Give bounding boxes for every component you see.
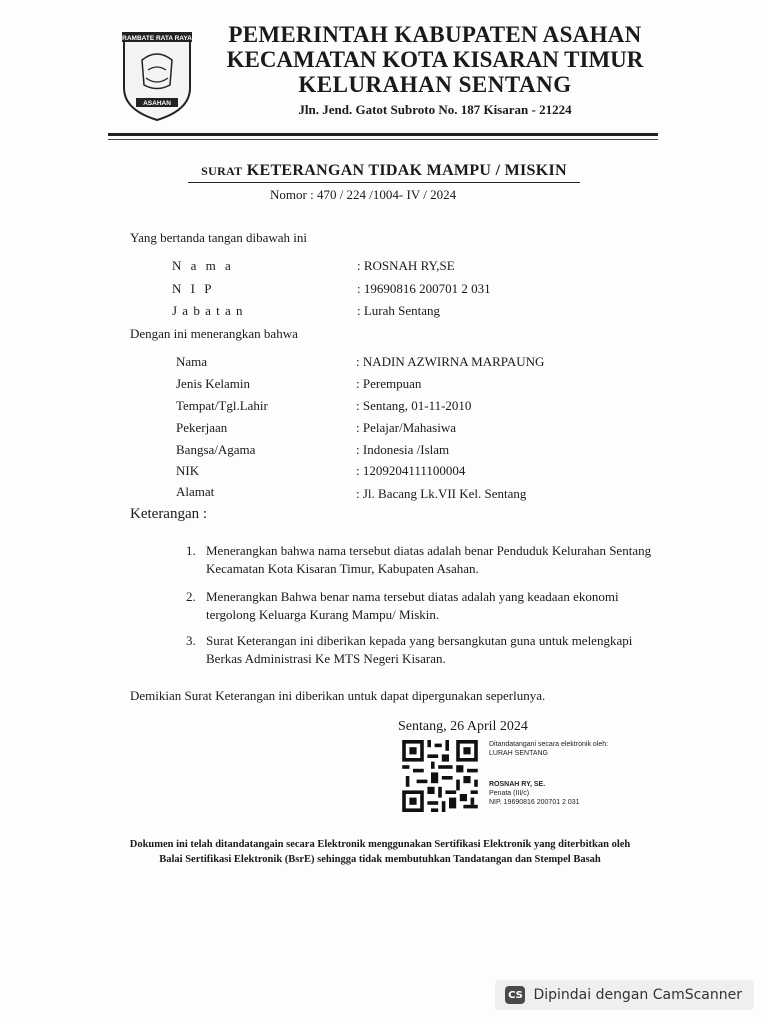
esign-signer-name: ROSNAH RY, SE. <box>489 781 546 788</box>
statement-item <box>186 632 656 668</box>
logo-banner-text: RAMBATE RATA RAYA <box>122 35 192 42</box>
statement-number: 3. <box>186 633 196 648</box>
statement-text: Surat Keterangan ini diberikan kepada yang bersangkutan guna untuk melengkapi Berkas Administrasi Ke MTS Negeri Kisaran. <box>206 633 633 666</box>
footnote-line: Balai Sertifikasi Elektronik (BsrE) sehingga tidak membutuhkan Tandatangan dan Stempel Basah <box>159 854 601 865</box>
letterhead-divider <box>108 133 658 136</box>
subject-label-nik: NIK <box>176 463 200 478</box>
letterhead-district: KECAMATAN KOTA KISARAN TIMUR <box>226 47 644 72</box>
subject-value-occupation: : Pelajar/Mahasiwa <box>356 420 456 435</box>
letterhead <box>205 22 665 120</box>
statement-text: Menerangkan Bahwa benar nama tersebut diatas adalah yang keadaan ekonomi tergolong Keluarga Kurang Mampu/ Miskin. <box>206 589 619 622</box>
camscanner-watermark <box>495 980 754 1010</box>
subject-label-address: Alamat <box>176 484 215 499</box>
signer-label-position: J a b a t a n <box>172 303 244 318</box>
title-main: KETERANGAN TIDAK MAMPU / MISKIN <box>246 162 567 179</box>
title-prefix: SURAT <box>201 164 243 178</box>
subject-value-address: : Jl. Bacang Lk.VII Kel. Sentang <box>356 486 527 501</box>
camscanner-logo-icon: CS <box>505 986 525 1004</box>
letterhead-address: Jln. Jend. Gatot Subroto No. 187 Kisaran - 21224 <box>298 102 572 117</box>
statement-text: Menerangkan bahwa nama tersebut diatas adalah benar Penduduk Kelurahan Sentang Kecamatan Kota Kisaran Timur, Kabupaten Asahan. <box>206 543 652 576</box>
subject-value-nik: : 1209204111100004 <box>356 463 466 478</box>
subject-label-birth: Tempat/Tgl.Lahir <box>176 398 268 413</box>
keterangan-heading: Keterangan : <box>130 506 208 522</box>
subject-value-gender: : Perempuan <box>356 376 422 391</box>
signer-value-position: : Lurah Sentang <box>357 303 441 318</box>
title-underline <box>188 182 580 183</box>
document-title <box>188 162 580 180</box>
signer-value-name: : ROSNAH RY,SE <box>357 258 455 273</box>
statement-item <box>186 588 656 624</box>
electronic-signature-note <box>120 837 640 867</box>
signer-label-nip: N I P <box>172 281 215 296</box>
logo-bottom-text: ASAHAN <box>143 100 171 107</box>
letterhead-divider-thin <box>108 139 658 140</box>
signer-label-name: N a m a <box>172 258 234 273</box>
letterhead-village: KELURAHAN SENTANG <box>298 72 572 97</box>
qr-code-icon <box>402 740 478 812</box>
subject-value-nationality-religion: : Indonesia /Islam <box>356 442 450 457</box>
subject-value-name: : NADIN AZWIRNA MARPAUNG <box>356 354 545 369</box>
subject-value-birth: : Sentang, 01-11-2010 <box>356 398 472 413</box>
subject-label-nationality-religion: Bangsa/Agama <box>176 442 256 457</box>
esign-signer-rank: Penata (III/c) <box>489 790 530 797</box>
camscanner-label: Dipindai dengan CamScanner <box>533 987 742 1003</box>
esign-office: LURAH SENTANG <box>489 750 548 757</box>
subject-label-gender: Jenis Kelamin <box>176 376 251 391</box>
footnote-line: Dokumen ini telah ditandatangain secara Elektronik menggunakan Sertifikasi Elektronik yang diterbitkan oleh <box>129 839 631 850</box>
esign-signer-nip: NIP. 19690816 200701 2 031 <box>489 799 580 806</box>
statement-number: 1. <box>186 543 196 558</box>
place-and-date: Sentang, 26 April 2024 <box>398 719 528 734</box>
esign-caption: Ditandatangani secara elektronik oleh: <box>489 741 609 748</box>
subject-label-occupation: Pekerjaan <box>176 420 228 435</box>
letter-number: Nomor : 470 / 224 /1004- IV / 2024 <box>270 187 457 202</box>
statement-item <box>186 542 656 578</box>
asahan-regency-emblem <box>120 30 194 122</box>
subject-intro: Dengan ini menerangkan bahwa <box>130 326 298 341</box>
signer-value-nip: : 19690816 200701 2 031 <box>357 281 491 296</box>
electronic-signature-block <box>489 740 608 807</box>
subject-label-name: Nama <box>176 354 208 369</box>
closing-statement: Demikian Surat Keterangan ini diberikan untuk dapat dipergunakan seperlunya. <box>130 688 546 703</box>
statement-number: 2. <box>186 589 196 604</box>
letterhead-government: PEMERINTAH KABUPATEN ASAHAN <box>228 22 642 47</box>
signer-intro: Yang bertanda tangan dibawah ini <box>130 230 308 245</box>
